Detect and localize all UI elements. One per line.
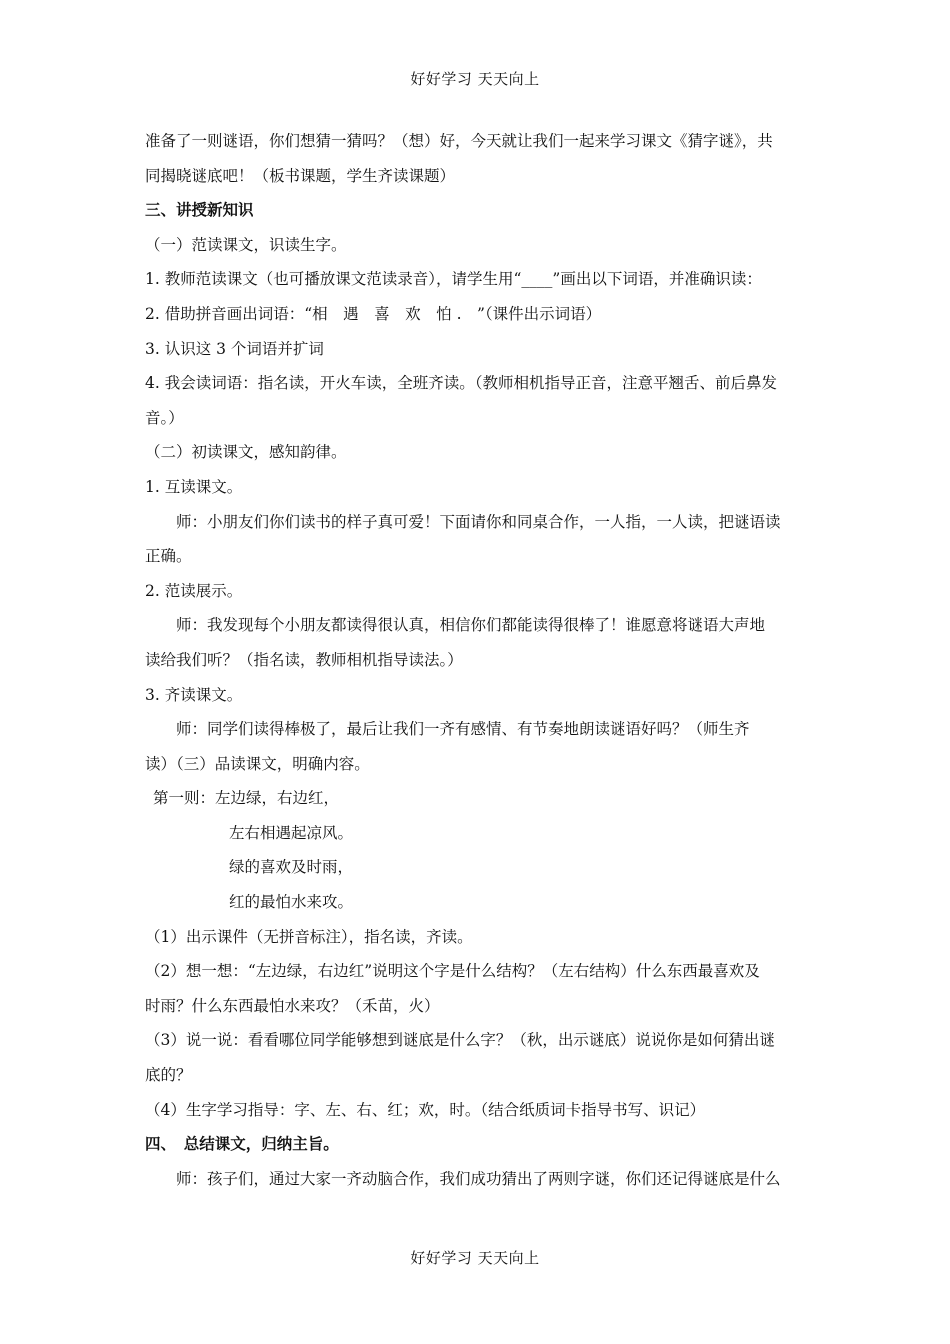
text-line: （2）想一想：“左边绿，右边红”说明这个字是什么结构？（左右结构）什么东西最喜欢及	[145, 962, 760, 981]
text-line: 1. 互读课文。	[145, 477, 243, 496]
lesson-body	[145, 124, 810, 1196]
text-line: 4. 我会读词语：指名读，开火车读，全班齐读。（教师相机指导正音，注意平翘舌、前后鼻发	[145, 374, 777, 393]
text-line: 1. 教师范读课文（也可播放课文范读录音），请学生用“____”画出以下词语，并准确识读：	[145, 270, 762, 289]
text-line: 读）（三）品读课文，明确内容。	[145, 754, 370, 773]
text-line: （3）说一说：看看哪位同学能够想到谜底是什么字？（秋，出示谜底）说说你是如何猜出谜	[145, 1031, 775, 1050]
text-line: 准备了一则谜语，你们想猜一猜吗？（想）好，今天就让我们一起来学习课文《猜字谜》，共	[145, 132, 773, 150]
text-line: 红的最怕水来攻。	[229, 893, 354, 912]
text-line: 师：我发现每个小朋友都读得很认真，相信你们都能读得很棒了！谁愿意将谜语大声地	[176, 616, 766, 635]
section-heading: 四、 总结课文，归纳主旨。	[145, 1134, 339, 1154]
text-line: 时雨？什么东西最怕水来攻？（禾苗，火）	[145, 996, 440, 1015]
text-line: 3. 齐读课文。	[145, 685, 243, 704]
text-line: 第一则：左边绿，右边红，	[153, 789, 340, 808]
text-line: 师：同学们读得棒极了，最后让我们一齐有感情、有节奏地朗读谜语好吗？（师生齐	[176, 720, 750, 739]
page-header: 好好学习 天天向上	[410, 70, 540, 88]
text-line: 2. 借助拼音画出词语：“相 遇 喜 欢 怕 . ”（课件出示词语）	[145, 304, 602, 323]
section-heading: 三、讲授新知识	[145, 200, 254, 220]
text-line: 音。）	[145, 408, 184, 427]
text-line: 正确。	[145, 547, 192, 566]
text-line: （一）范读课文，识读生字。	[145, 235, 347, 254]
text-line: （二）初读课文，感知韵律。	[145, 443, 347, 462]
text-line: 师：孩子们，通过大家一齐动脑合作，我们成功猜出了两则字谜，你们还记得谜底是什么	[176, 1169, 781, 1188]
text-line: 2. 范读展示。	[145, 581, 243, 600]
text-line: （4）生字学习指导：字、左、右、红；欢，时。（结合纸质词卡指导书写、识记）	[145, 1100, 706, 1119]
text-line: 左右相遇起凉风。	[229, 823, 354, 842]
page-footer: 好好学习 天天向上	[410, 1249, 540, 1267]
text-line: 底的？	[145, 1066, 192, 1085]
text-line: （1）出示课件（无拼音标注），指名读，齐读。	[145, 927, 473, 946]
text-line: 绿的喜欢及时雨，	[229, 858, 354, 877]
text-line: 同揭晓谜底吧！（板书课题，学生齐读课题）	[145, 166, 456, 185]
text-line: 师：小朋友们你们读书的样子真可爱！下面请你和同桌合作，一人指，一人读，把谜语读	[176, 512, 781, 531]
text-line: 读给我们听？（指名读，教师相机指导读法。）	[145, 650, 463, 669]
text-line: 3. 认识这 3 个词语并扩词	[145, 339, 324, 358]
